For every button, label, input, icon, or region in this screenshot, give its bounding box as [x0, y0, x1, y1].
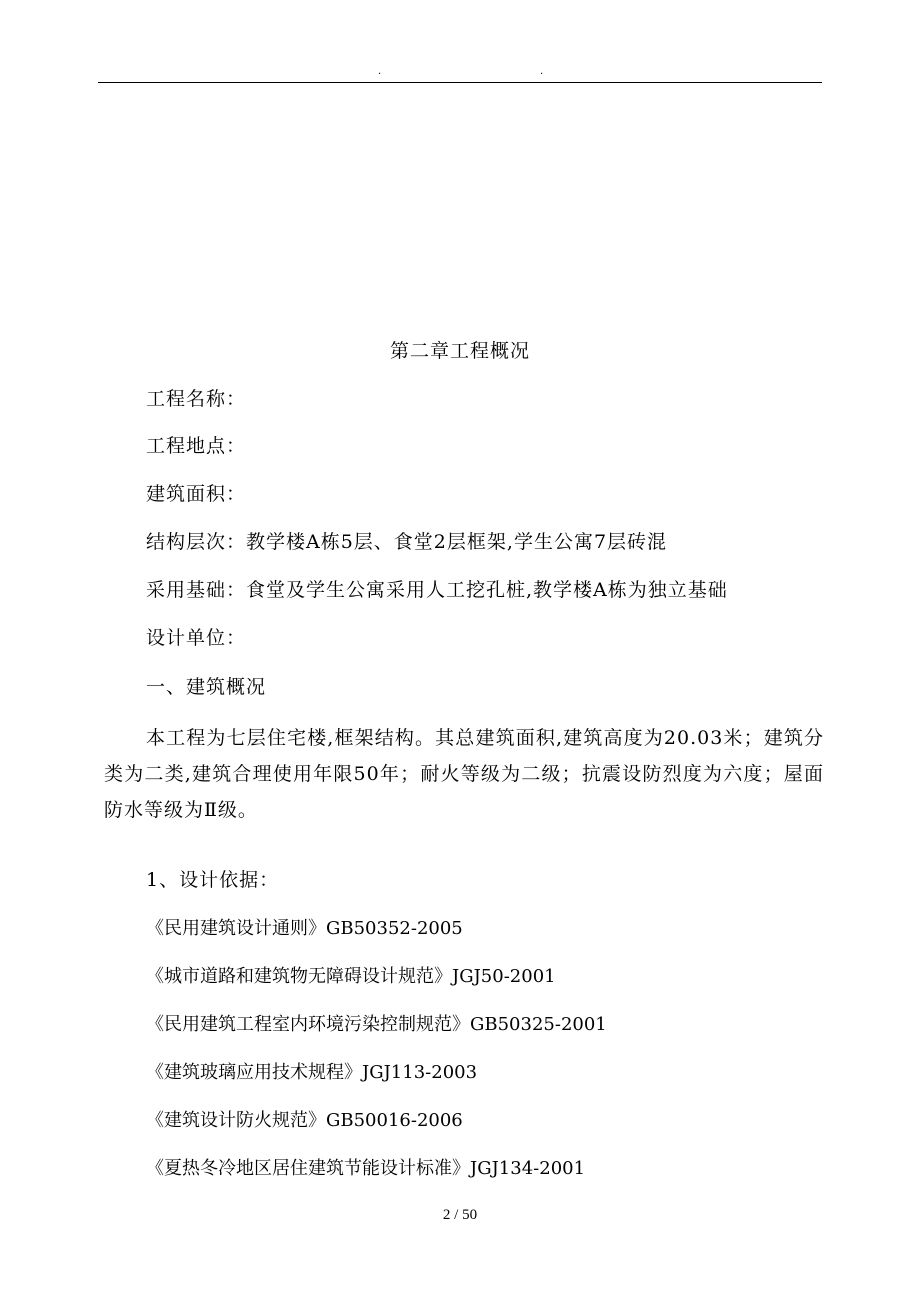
field-design-unit: 设计单位： — [146, 627, 247, 649]
reference-item: 《民用建筑设计通则》GB50352-2005 — [146, 918, 463, 939]
field-building-area: 建筑面积： — [146, 483, 247, 505]
chapter-title: 第二章工程概况 — [389, 340, 530, 362]
field-project-name: 工程名称： — [146, 388, 247, 410]
reference-item: 《建筑设计防火规范》GB50016-2006 — [146, 1110, 463, 1131]
header-mark: . — [378, 66, 382, 77]
page-number: 2 / 50 — [442, 1207, 478, 1223]
header-rule — [98, 82, 822, 83]
field-foundation: 采用基础：食堂及学生公寓采用人工挖孔桩,教学楼A栋为独立基础 — [146, 579, 728, 601]
reference-item: 《城市道路和建筑物无障碍设计规范》JGJ50-2001 — [146, 966, 556, 987]
overview-paragraph: 本工程为七层住宅楼,框架结构。其总建筑面积,建筑高度为20.03米；建筑分类为二类,建筑合理使用年限50年；耐火等级为二级；抗震设防烈度为六度；屋面防水等级为Ⅱ级。 — [104, 727, 824, 821]
subsection-heading: 1、设计依据： — [146, 869, 280, 891]
reference-item: 《民用建筑工程室内环境污染控制规范》GB50325-2001 — [146, 1014, 607, 1035]
reference-item: 《夏热冬冷地区居住建筑节能设计标准》JGJ134-2001 — [146, 1158, 586, 1179]
section-heading: 一、建筑概况 — [146, 676, 267, 698]
reference-item: 《建筑玻璃应用技术规程》JGJ113-2003 — [146, 1062, 478, 1083]
field-structure-levels: 结构层次：教学楼A栋5层、食堂2层框架,学生公寓7层砖混 — [146, 531, 668, 553]
field-project-location: 工程地点： — [146, 435, 247, 457]
header-mark: . — [540, 66, 544, 77]
